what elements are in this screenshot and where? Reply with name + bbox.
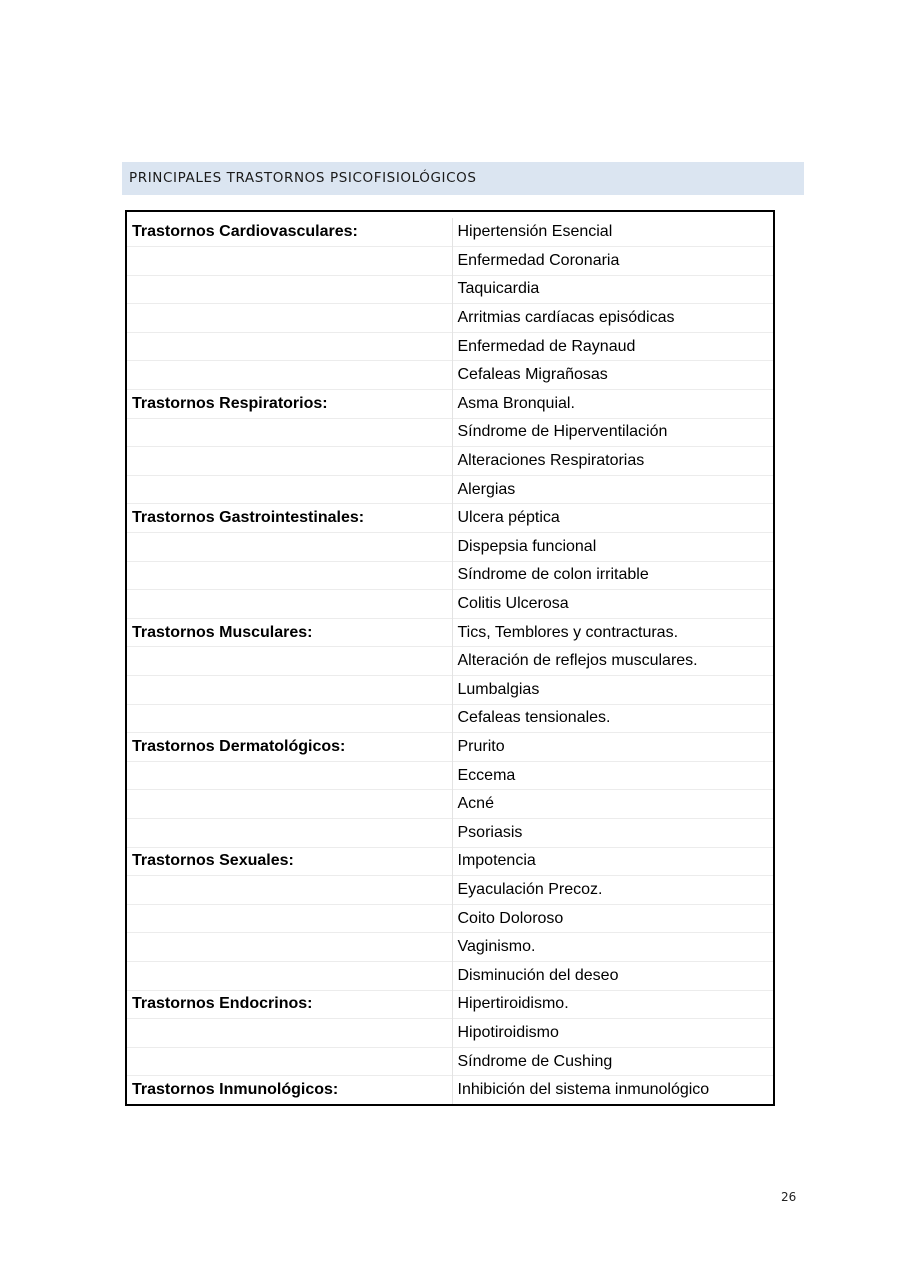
disorder-item: Psoriasis — [452, 818, 773, 847]
disorders-table-grid — [127, 218, 773, 1104]
table-row — [127, 876, 773, 905]
category-label: Trastornos Inmunológicos: — [127, 1076, 452, 1105]
category-cell-empty — [127, 475, 452, 504]
disorder-item: Asma Bronquial. — [452, 390, 773, 419]
category-cell-empty — [127, 790, 452, 819]
category-cell-empty — [127, 704, 452, 733]
table-row — [127, 618, 773, 647]
section-heading — [122, 162, 804, 195]
category-label: Trastornos Cardiovasculares: — [127, 218, 452, 247]
category-cell-empty — [127, 761, 452, 790]
disorder-item: Cefaleas tensionales. — [452, 704, 773, 733]
category-cell-empty — [127, 933, 452, 962]
table-row — [127, 1047, 773, 1076]
disorder-item: Eyaculación Precoz. — [452, 876, 773, 905]
category-cell-empty — [127, 876, 452, 905]
category-label: Trastornos Respiratorios: — [127, 390, 452, 419]
table-row — [127, 390, 773, 419]
disorder-item: Acné — [452, 790, 773, 819]
category-cell-empty — [127, 418, 452, 447]
table-row — [127, 1076, 773, 1105]
disorders-table — [125, 210, 775, 1106]
disorder-item: Vaginismo. — [452, 933, 773, 962]
disorder-item: Eccema — [452, 761, 773, 790]
category-label: Trastornos Gastrointestinales: — [127, 504, 452, 533]
table-row — [127, 447, 773, 476]
disorder-item: Hipertensión Esencial — [457, 223, 613, 241]
disorder-item: Colitis Ulcerosa — [452, 590, 773, 619]
table-row — [127, 275, 773, 304]
table-row — [127, 761, 773, 790]
category-cell-empty — [127, 1019, 452, 1048]
disorder-item: Cefaleas Migrañosas — [452, 361, 773, 390]
disorder-item: Tics, Temblores y contracturas. — [452, 618, 773, 647]
table-row — [127, 418, 773, 447]
disorder-item: Coito Doloroso — [452, 904, 773, 933]
table-row — [127, 332, 773, 361]
table-row — [127, 933, 773, 962]
category-cell-empty — [127, 904, 452, 933]
table-row — [127, 904, 773, 933]
disorder-item: Hipertiroidismo. — [452, 990, 773, 1019]
disorder-item: Síndrome de Cushing — [452, 1047, 773, 1076]
disorder-item: Hipotiroidismo — [452, 1019, 773, 1048]
table-row — [127, 304, 773, 333]
category-cell-empty — [127, 247, 452, 276]
table-row — [127, 475, 773, 504]
disorders-table-body — [127, 218, 773, 1104]
table-row — [127, 561, 773, 590]
table-row — [127, 847, 773, 876]
disorder-item: Impotencia — [452, 847, 773, 876]
disorder-item: Enfermedad de Raynaud — [452, 332, 773, 361]
table-row — [127, 961, 773, 990]
category-label: Trastornos Musculares: — [127, 618, 452, 647]
disorder-item: Dispepsia funcional — [452, 533, 773, 562]
category-cell-empty — [127, 561, 452, 590]
category-cell-empty — [127, 818, 452, 847]
category-cell-empty — [127, 961, 452, 990]
disorder-item: Ulcera péptica — [452, 504, 773, 533]
category-cell-empty — [127, 447, 452, 476]
table-row — [127, 533, 773, 562]
disorder-item: Lumbalgias — [452, 676, 773, 705]
category-cell-empty — [127, 332, 452, 361]
table-row — [127, 790, 773, 819]
category-label: Trastornos Sexuales: — [127, 847, 452, 876]
table-row — [127, 1019, 773, 1048]
category-cell-empty — [127, 647, 452, 676]
table-row — [127, 676, 773, 705]
table-row — [127, 590, 773, 619]
disorder-item: Inhibición del sistema inmunológico — [452, 1076, 773, 1105]
category-label: Trastornos Endocrinos: — [127, 990, 452, 1019]
disorder-item: Alteración de reflejos musculares. — [452, 647, 773, 676]
section-heading-text: PRINCIPALES TRASTORNOS PSICOFISIOLÓGICOS — [129, 170, 477, 186]
category-cell-empty — [127, 590, 452, 619]
table-row — [127, 704, 773, 733]
disorder-item: Síndrome de colon irritable — [452, 561, 773, 590]
table-row — [127, 647, 773, 676]
table-row — [127, 818, 773, 847]
disorder-item: Arritmias cardíacas episódicas — [452, 304, 773, 333]
category-cell-empty — [127, 275, 452, 304]
category-cell-empty — [127, 676, 452, 705]
table-row — [127, 504, 773, 533]
disorder-item: Síndrome de Hiperventilación — [452, 418, 773, 447]
table-row — [127, 733, 773, 762]
category-label: Trastornos Dermatológicos: — [127, 733, 452, 762]
disorder-item: Prurito — [452, 733, 773, 762]
category-cell-empty — [127, 533, 452, 562]
table-row — [127, 218, 773, 247]
category-cell-empty — [127, 361, 452, 390]
disorder-item: Disminución del deseo — [452, 961, 773, 990]
table-row — [127, 361, 773, 390]
disorder-item: Alteraciones Respiratorias — [452, 447, 773, 476]
table-row — [127, 990, 773, 1019]
disorder-item: Alergias — [452, 475, 773, 504]
category-cell-empty — [127, 1047, 452, 1076]
disorder-item: Taquicardia — [452, 275, 773, 304]
page-number: 26 — [781, 1190, 797, 1204]
table-row — [127, 247, 773, 276]
category-cell-empty — [127, 304, 452, 333]
disorder-item: Enfermedad Coronaria — [452, 247, 773, 276]
